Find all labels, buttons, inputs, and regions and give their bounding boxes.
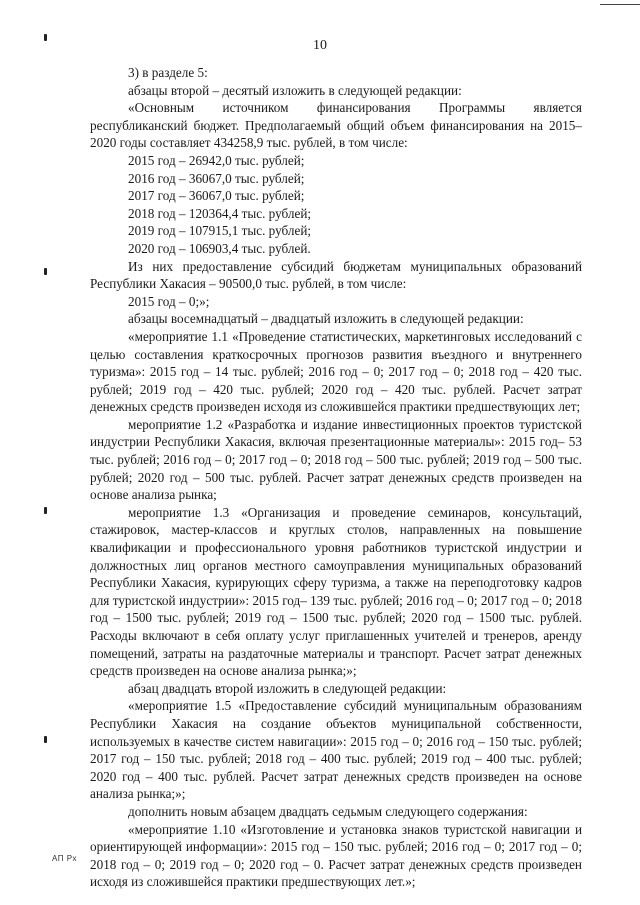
funding-line: 2016 год – 36067,0 тыс. рублей; [128,170,305,186]
corner-scan-line [600,4,640,5]
funding-line: 2020 год – 106903,4 тыс. рублей. [128,240,311,256]
footer-mark: АП Рх [52,854,78,863]
section-heading: 3) в разделе 5: [128,65,208,80]
funding-line: 2015 год – 0;»; [128,293,210,309]
paragraph: «мероприятие 1.1 «Проведение статистических, маркетинговых исследований с целью составления краткосрочных прогнозов развития въездного и внутреннего туризма»: 2015 год – 14 тыс. рублей; 2016 год – 0; 2017 год – 0; 2018 год – 420 тыс. рублей; 2019 год – 420 тыс. рублей; 2020 год – 420 тыс. рублей. Расчет затрат денежных средств произведен исходя из сложившейся практики предшествующих лет; [90,328,582,415]
funding-line: 2015 год – 26942,0 тыс. рублей; [128,152,305,168]
margin-binding-mark [44,268,47,275]
funding-line: 2018 год – 120364,4 тыс. рублей; [128,205,312,221]
paragraph: абзацы восемнадцатый – двадцатый изложить в следующей редакции: [128,311,524,327]
margin-binding-mark [44,507,47,514]
paragraph: дополнить новым абзацем двадцать седьмым следующего содержания: [128,803,528,819]
page-number: 10 [313,38,327,53]
paragraph: мероприятие 1.3 «Организация и проведение семинаров, консультаций, стажировок, мастер-классов и круглых столов, направленных на повышение квалификации и профессионального уровня работников туристской индустрии и должностных лиц органов местного самоуправления муниципальных образований Республики Хакасия, курирующих сферу туризма, а также на переподготовку кадров для туристской индустрии»: 2015 год– 139 тыс. рублей; 2016 год – 0; 2017 год – 0; 2018 год – 1500 тыс. рублей; 2019 год – 1500 тыс. рублей; 2020 год – 1500 тыс. рублей. Расходы включают в себя оплату услуг приглашенных учителей и тренеров, аренду помещений, затраты на раздаточные материалы и транспорт. Расчет затрат денежных средств произведен на основе анализа рынка;»; [90,504,582,679]
funding-line: 2019 год – 107915,1 тыс. рублей; [128,223,312,239]
funding-line: 2017 год – 36067,0 тыс. рублей; [128,188,305,204]
margin-binding-mark [44,34,47,41]
paragraph: мероприятие 1.2 «Разработка и издание инвестиционных проектов туристской индустрии Республики Хакасия, включая презентационные материалы»: 2015 год– 53 тыс. рублей; 2016 год – 0; 2017 год – 0; 2018 год – 500 тыс. рублей; 2019 год – 500 тыс. рублей; 2020 год – 500 тыс. рублей. Расчет затрат денежных средств произведен на основе анализа рынка; [90,416,582,503]
paragraph: Из них предоставление субсидий бюджетам муниципальных образований Республики Хакасия – 90500,0 тыс. рублей, в том числе: [90,258,582,292]
paragraph: «мероприятие 1.5 «Предоставление субсидий муниципальным образованиям Республики Хакасия на создание объектов муниципальной собственности, используемых в качестве систем навигации»: 2015 год – 0; 2016 год – 150 тыс. рублей; 2017 год – 150 тыс. рублей; 2018 год – 400 тыс. рублей; 2019 год – 400 тыс. рублей; 2020 год – 400 тыс. рублей. Расчет затрат денежных средств произведен на основе анализа рынка;»; [90,698,582,802]
paragraph: абзацы второй – десятый изложить в следующей редакции: [128,82,462,98]
paragraph: абзац двадцать второй изложить в следующей редакции: [128,680,447,696]
paragraph: «Основным источником финансирования Программы является республиканский бюджет. Предполагаемый общий объем финансирования на 2015–2020 годы составляет 434258,9 тыс. рублей, в том числе: [90,100,582,151]
document-body [90,64,582,891]
paragraph: «мероприятие 1.10 «Изготовление и установка знаков туристской навигации и ориентирующей информации»: 2015 год – 150 тыс. рублей; 2016 год – 0; 2017 год – 0; 2018 год – 0; 2019 год – 0; 2020 год – 0. Расчет затрат денежных средств произведен исходя из сложившейся практики предшествующих лет.»; [90,821,582,890]
margin-binding-mark [44,736,47,743]
